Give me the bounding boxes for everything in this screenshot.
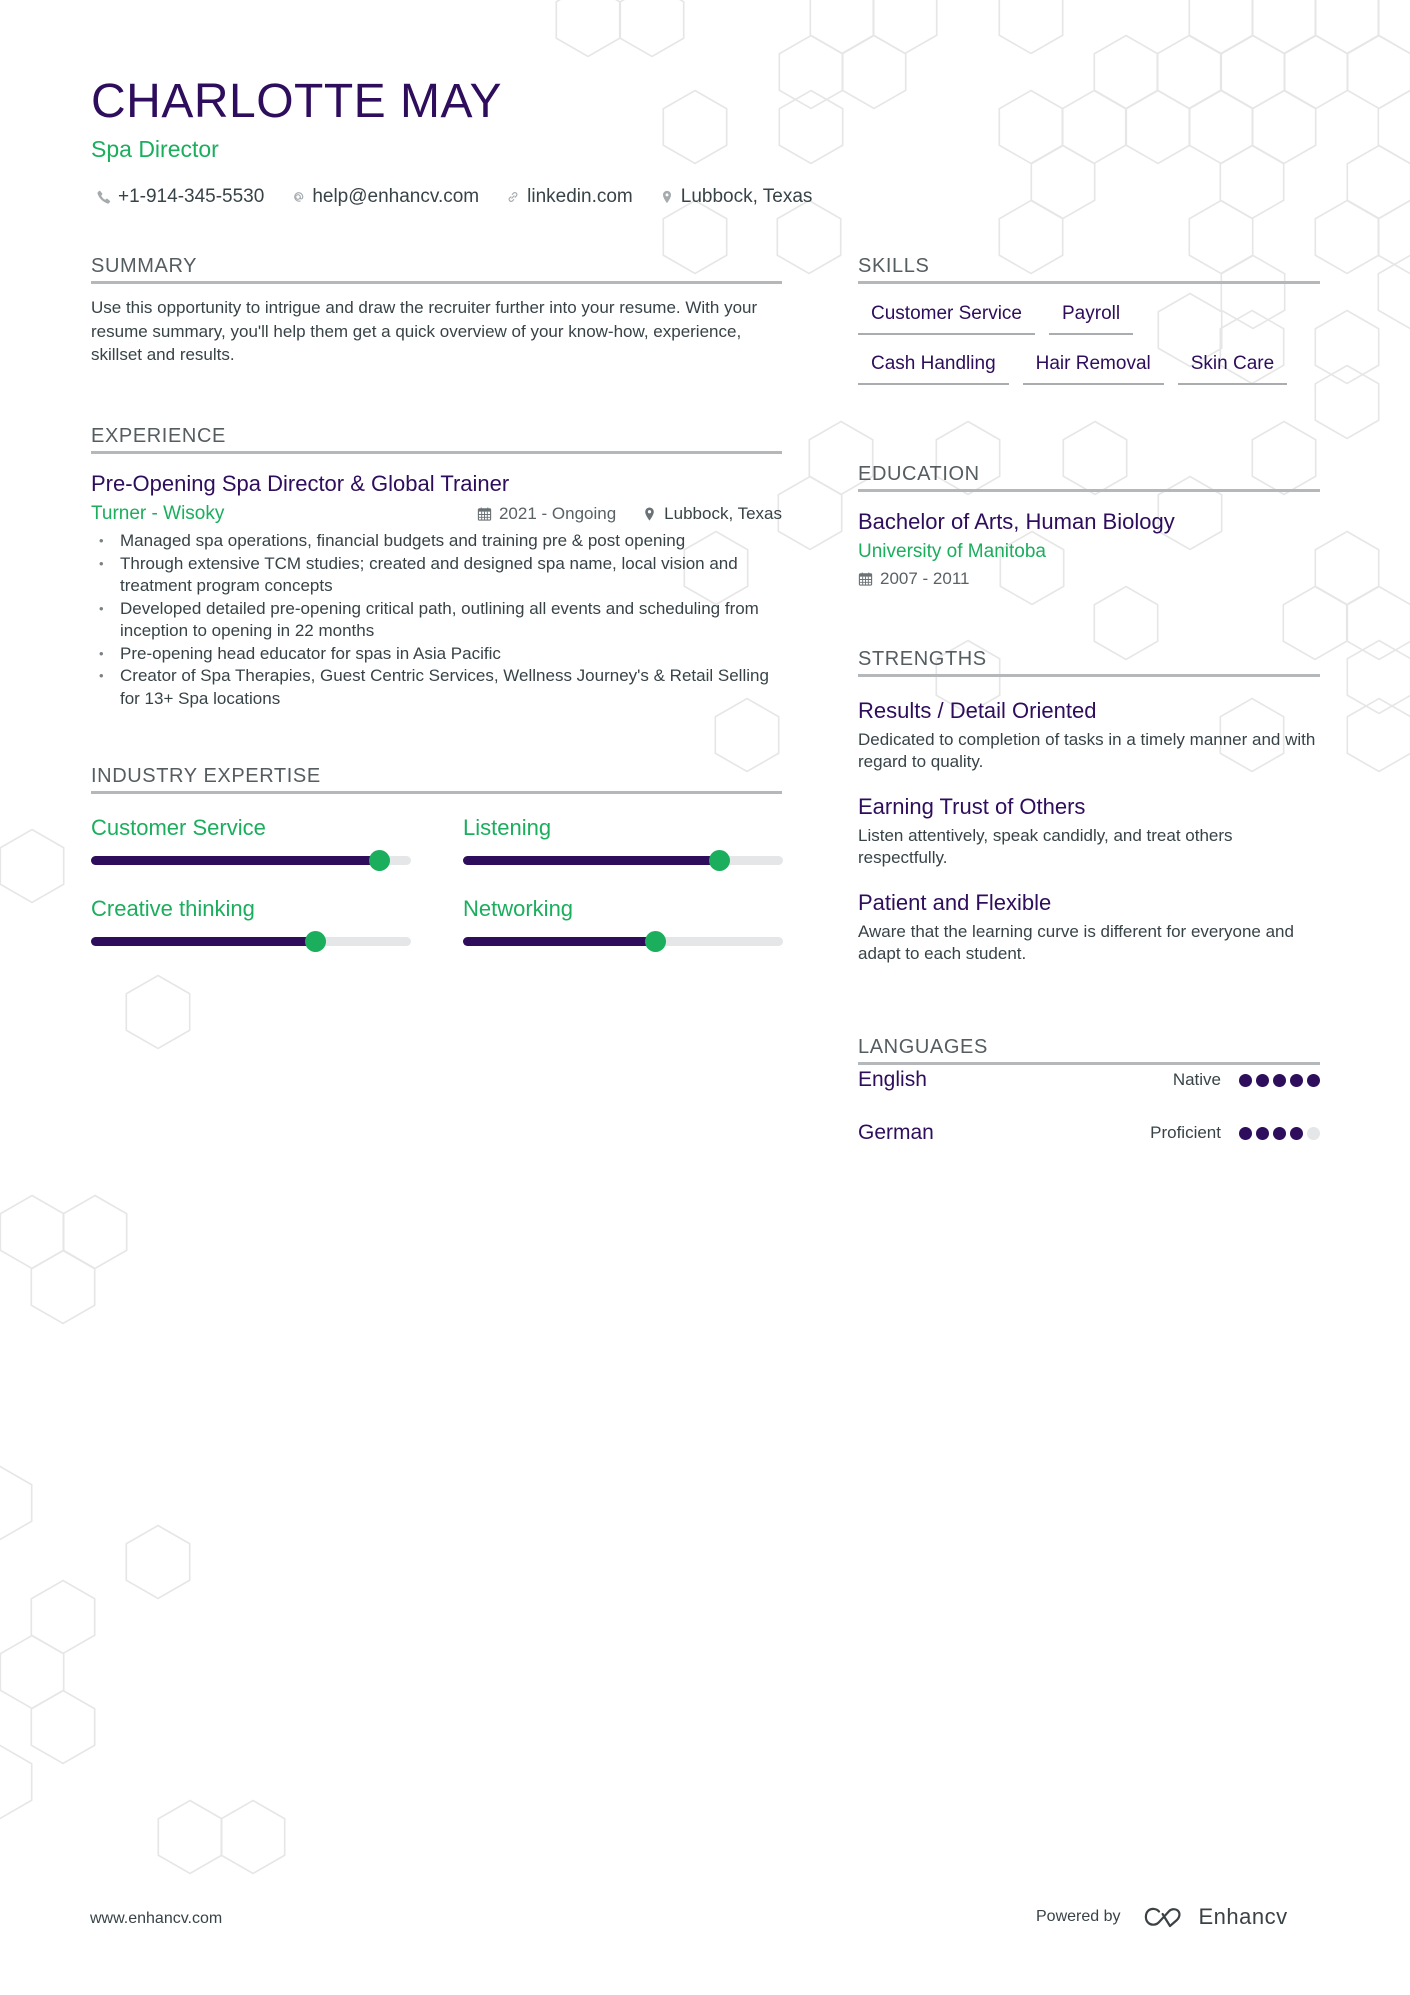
language-name: English [858, 1068, 927, 1091]
job-location-text: Lubbock, Texas [664, 504, 782, 523]
proficiency-dot-filled [1290, 1127, 1303, 1140]
expertise-item [463, 814, 783, 865]
job-dates [477, 502, 616, 526]
experience-entry [91, 470, 782, 710]
job-meta [477, 502, 782, 526]
skill-row [858, 302, 1320, 335]
proficiency-dot-filled [1307, 1074, 1320, 1087]
strength-title: Patient and Flexible [858, 890, 1052, 915]
bar-fill [463, 856, 719, 865]
experience-section [91, 424, 782, 710]
proficiency-dot-filled [1239, 1074, 1252, 1087]
skill-tag: Hair Removal [1023, 352, 1164, 385]
industry-expertise-heading: INDUSTRY EXPERTISE [91, 765, 321, 787]
school-name: University of Manitoba [858, 541, 1046, 562]
expertise-item [463, 895, 783, 946]
bar-fill [463, 937, 655, 946]
strengths-section [858, 647, 1320, 965]
powered-by-badge[interactable] [1036, 1904, 1288, 1930]
expertise-label: Networking [463, 896, 574, 921]
bar-knob [369, 850, 390, 871]
strength-title: Earning Trust of Others [858, 794, 1086, 819]
footer-website-link[interactable]: www.enhancv.com [90, 1910, 223, 1927]
language-proficiency [1150, 1123, 1320, 1143]
candidate-name: CHARLOTTE MAY [91, 75, 502, 128]
skill-tag: Payroll [1049, 302, 1133, 335]
job-title: Pre-Opening Spa Director & Global Trainer [91, 471, 510, 496]
expertise-level-bar [463, 937, 783, 946]
skill-tag: Customer Service [858, 302, 1035, 335]
section-divider [91, 791, 782, 794]
email-address: help@enhancv.com [312, 186, 480, 207]
degree-title: Bachelor of Arts, Human Biology [858, 509, 1175, 534]
bar-knob [305, 931, 326, 952]
bullet-item: • Developed detailed pre-opening critical path, outlining all events and scheduling from inception to opening in 22 months [91, 598, 782, 643]
bullet-item: • Through extensive TCM studies; created and designed spa name, local vision and treatment program concepts [91, 553, 782, 598]
calendar-icon [477, 506, 492, 522]
bullet-item: • Creator of Spa Therapies, Guest Centric Services, Wellness Journey's & Retail Selling for 13+ Spa locations [91, 665, 782, 710]
industry-expertise-section [91, 764, 782, 946]
experience-heading: EXPERIENCE [91, 425, 226, 447]
calendar-icon [858, 571, 873, 587]
proficiency-dot-empty [1307, 1127, 1320, 1140]
proficiency-dot-filled [1256, 1074, 1269, 1087]
expertise-label: Creative thinking [91, 896, 255, 921]
skill-tag: Cash Handling [858, 352, 1009, 385]
bar-knob [709, 850, 730, 871]
strength-item [858, 793, 1320, 869]
candidate-title: Spa Director [91, 136, 219, 162]
strength-item [858, 889, 1320, 965]
expertise-label: Customer Service [91, 815, 266, 840]
languages-heading: LANGUAGES [858, 1036, 988, 1058]
language-item [858, 1065, 1320, 1095]
bar-knob [645, 931, 666, 952]
proficiency-dot-filled [1290, 1074, 1303, 1087]
language-level: Proficient [1150, 1123, 1221, 1142]
proficiency-dot-filled [1256, 1127, 1269, 1140]
proficiency-dots [1239, 1074, 1320, 1087]
link-icon [505, 188, 521, 206]
job-location [642, 502, 782, 526]
language-level: Native [1172, 1070, 1221, 1089]
job-dates-text: 2021 - Ongoing [498, 504, 617, 523]
contact-phone[interactable] [96, 184, 264, 210]
enhancv-brand [1143, 1904, 1288, 1930]
section-divider [858, 674, 1320, 677]
job-bullets [91, 530, 782, 710]
strength-item [858, 697, 1320, 773]
section-divider [858, 489, 1320, 492]
contact-email[interactable] [290, 184, 479, 210]
summary-section [91, 254, 782, 367]
languages-section [858, 1035, 1320, 1148]
at-icon [290, 188, 306, 206]
phone-number: +1-914-345-5530 [118, 186, 265, 207]
proficiency-dot-filled [1273, 1127, 1286, 1140]
strength-title: Results / Detail Oriented [858, 698, 1097, 723]
section-divider [858, 281, 1320, 284]
powered-by-label: Powered by [1036, 1908, 1121, 1925]
phone-icon [96, 188, 112, 206]
skills-heading: SKILLS [858, 255, 930, 277]
bullet-item: • Pre-opening head educator for spas in Asia Pacific [91, 643, 782, 666]
skill-tags [858, 302, 1320, 385]
contact-location [659, 184, 813, 210]
education-section [858, 462, 1320, 590]
language-proficiency [1173, 1070, 1320, 1090]
location-pin-icon [659, 188, 675, 206]
education-heading: EDUCATION [858, 463, 980, 485]
contact-linkedin[interactable] [505, 184, 633, 210]
strengths-heading: STRENGTHS [858, 648, 987, 670]
expertise-label: Listening [463, 815, 552, 840]
proficiency-dot-filled [1239, 1127, 1252, 1140]
strength-description: Aware that the learning curve is different for everyone and adapt to each student. [858, 922, 1294, 963]
skills-section [858, 254, 1320, 402]
strength-description: Dedicated to completion of tasks in a timely manner and with regard to quality. [858, 730, 1316, 771]
enhancv-logo-icon [1143, 1905, 1189, 1929]
location-pin-icon [642, 506, 657, 522]
job-meta-row [91, 502, 782, 526]
proficiency-dot-filled [1273, 1074, 1286, 1087]
language-name: German [858, 1121, 934, 1144]
skill-tag: Skin Care [1178, 352, 1287, 385]
section-divider [91, 281, 782, 284]
expertise-level-bar [463, 856, 783, 865]
expertise-level-bar [91, 856, 411, 865]
summary-text: Use this opportunity to intrigue and draw the recruiter further into your resume. With your resume summary, you'll help them get a quick overview of your know-how, experience, skillset and results. [91, 298, 758, 364]
expertise-level-bar [91, 937, 411, 946]
education-dates [858, 568, 1320, 590]
bullet-item: • Managed spa operations, financial budgets and training pre & post opening [91, 530, 782, 553]
expertise-grid [91, 814, 782, 946]
bar-fill [91, 856, 379, 865]
proficiency-dots [1239, 1127, 1320, 1140]
language-item [858, 1118, 1320, 1148]
expertise-item [91, 814, 411, 865]
section-divider [91, 451, 782, 454]
company-name: Turner - Wisoky [91, 503, 225, 524]
bar-fill [91, 937, 315, 946]
linkedin-link: linkedin.com [527, 186, 633, 207]
enhancv-wordmark: Enhancv [1198, 1904, 1288, 1929]
strength-description: Listen attentively, speak candidly, and treat others respectfully. [858, 826, 1233, 867]
contact-bar [96, 184, 812, 210]
expertise-item [91, 895, 411, 946]
skill-row [858, 352, 1320, 385]
location-text: Lubbock, Texas [680, 186, 813, 207]
education-dates-text: 2007 - 2011 [880, 569, 970, 588]
summary-heading: SUMMARY [91, 255, 198, 277]
